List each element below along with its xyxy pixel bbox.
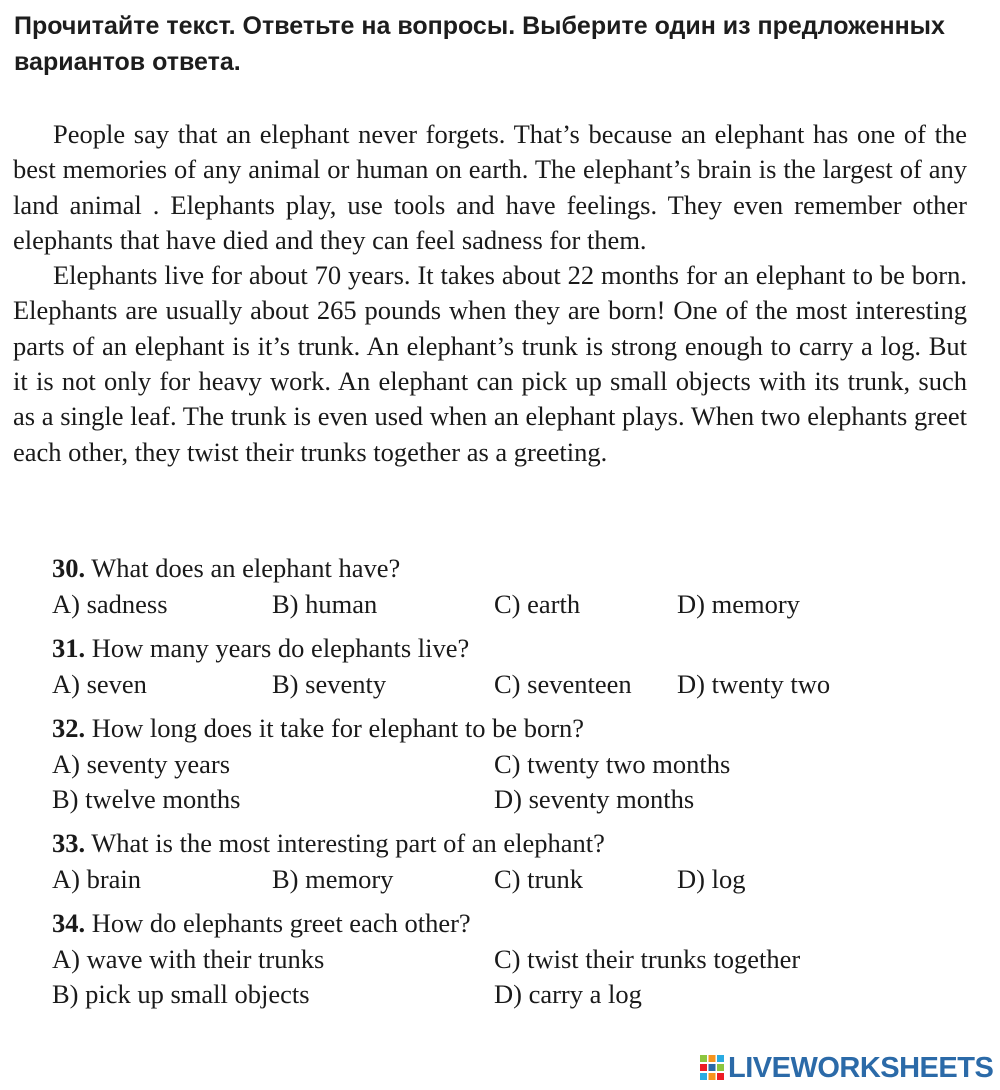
question-text: How many years do elephants live? [91,633,470,663]
option-c[interactable]: C) twenty two months [494,748,731,779]
option-b[interactable]: B) human [272,588,378,619]
answer-options-row-1 [52,747,972,783]
question-text: How long does it take for elephant to be born? [91,713,585,743]
answer-options-row-2 [52,977,972,1013]
liveworksheets-logo-icon [700,1055,724,1081]
question-33 [52,826,972,897]
option-d[interactable]: D) carry a log [494,979,642,1009]
option-a[interactable]: A) sadness [52,588,168,619]
option-b[interactable]: B) twelve months [52,784,241,814]
passage-paragraph-2: Elephants live for about 70 years. It takes about 22 months for an elephant to be born. Elephants are usually about 265 pounds when they are born! One of the most interesting parts of an elephant is it’s trunk. An elephant’s trunk is strong enough to carry a log. But it is not only for heavy work. An elephant can pick up small objects with its trunk, such as a single leaf. The trunk is even used when an elephant plays. When two elephants greet each other, they twist their trunks together as a greeting. [13,260,967,467]
option-d[interactable]: D) twenty two [677,668,831,699]
option-d[interactable]: D) seventy months [494,784,695,814]
option-c[interactable]: C) earth [494,588,581,619]
question-text: What is the most interesting part of an elephant? [91,828,605,858]
question-text: How do elephants greet each other? [91,908,471,938]
question-30 [52,551,972,622]
answer-options-row-1 [52,942,972,978]
question-31 [52,631,972,702]
option-b[interactable]: B) pick up small objects [52,979,310,1009]
question-number: 32. [52,713,86,743]
passage-paragraph-1: People say that an elephant never forgets. That’s because an elephant has one of the best memories of any animal or human on earth. The elephant’s brain is the largest of any land animal . Elephants play, use tools and have feelings. They even remember other elephants that have died and they can feel sadness for them. [13,119,967,255]
question-number: 34. [52,908,86,938]
option-a[interactable]: A) brain [52,863,142,894]
answer-options [52,587,972,623]
answer-options [52,862,972,898]
option-b[interactable]: B) memory [272,863,394,894]
option-b[interactable]: B) seventy [272,668,387,699]
instruction-heading: Прочитайте текст. Ответьте на вопросы. Выберите один из предложенных вариантов ответа. [14,12,945,76]
option-c[interactable]: C) twist their trunks together [494,943,801,974]
question-34 [52,906,972,1013]
question-number: 30. [52,553,86,583]
option-a[interactable]: A) wave with their trunks [52,943,325,974]
option-d[interactable]: D) memory [677,588,800,619]
reading-passage [13,117,967,470]
question-32 [52,711,972,818]
option-a[interactable]: A) seven [52,668,147,699]
option-c[interactable]: C) seventeen [494,668,632,699]
option-d[interactable]: D) log [677,863,746,894]
liveworksheets-logo-text: LIVEWORKSHEETS [728,1051,994,1084]
liveworksheets-logo[interactable] [700,1052,993,1084]
option-a[interactable]: A) seventy years [52,748,231,779]
answer-options-row-2 [52,782,972,818]
question-number: 31. [52,633,86,663]
question-text: What does an elephant have? [91,553,401,583]
answer-options [52,667,972,703]
option-c[interactable]: C) trunk [494,863,584,894]
question-number: 33. [52,828,86,858]
